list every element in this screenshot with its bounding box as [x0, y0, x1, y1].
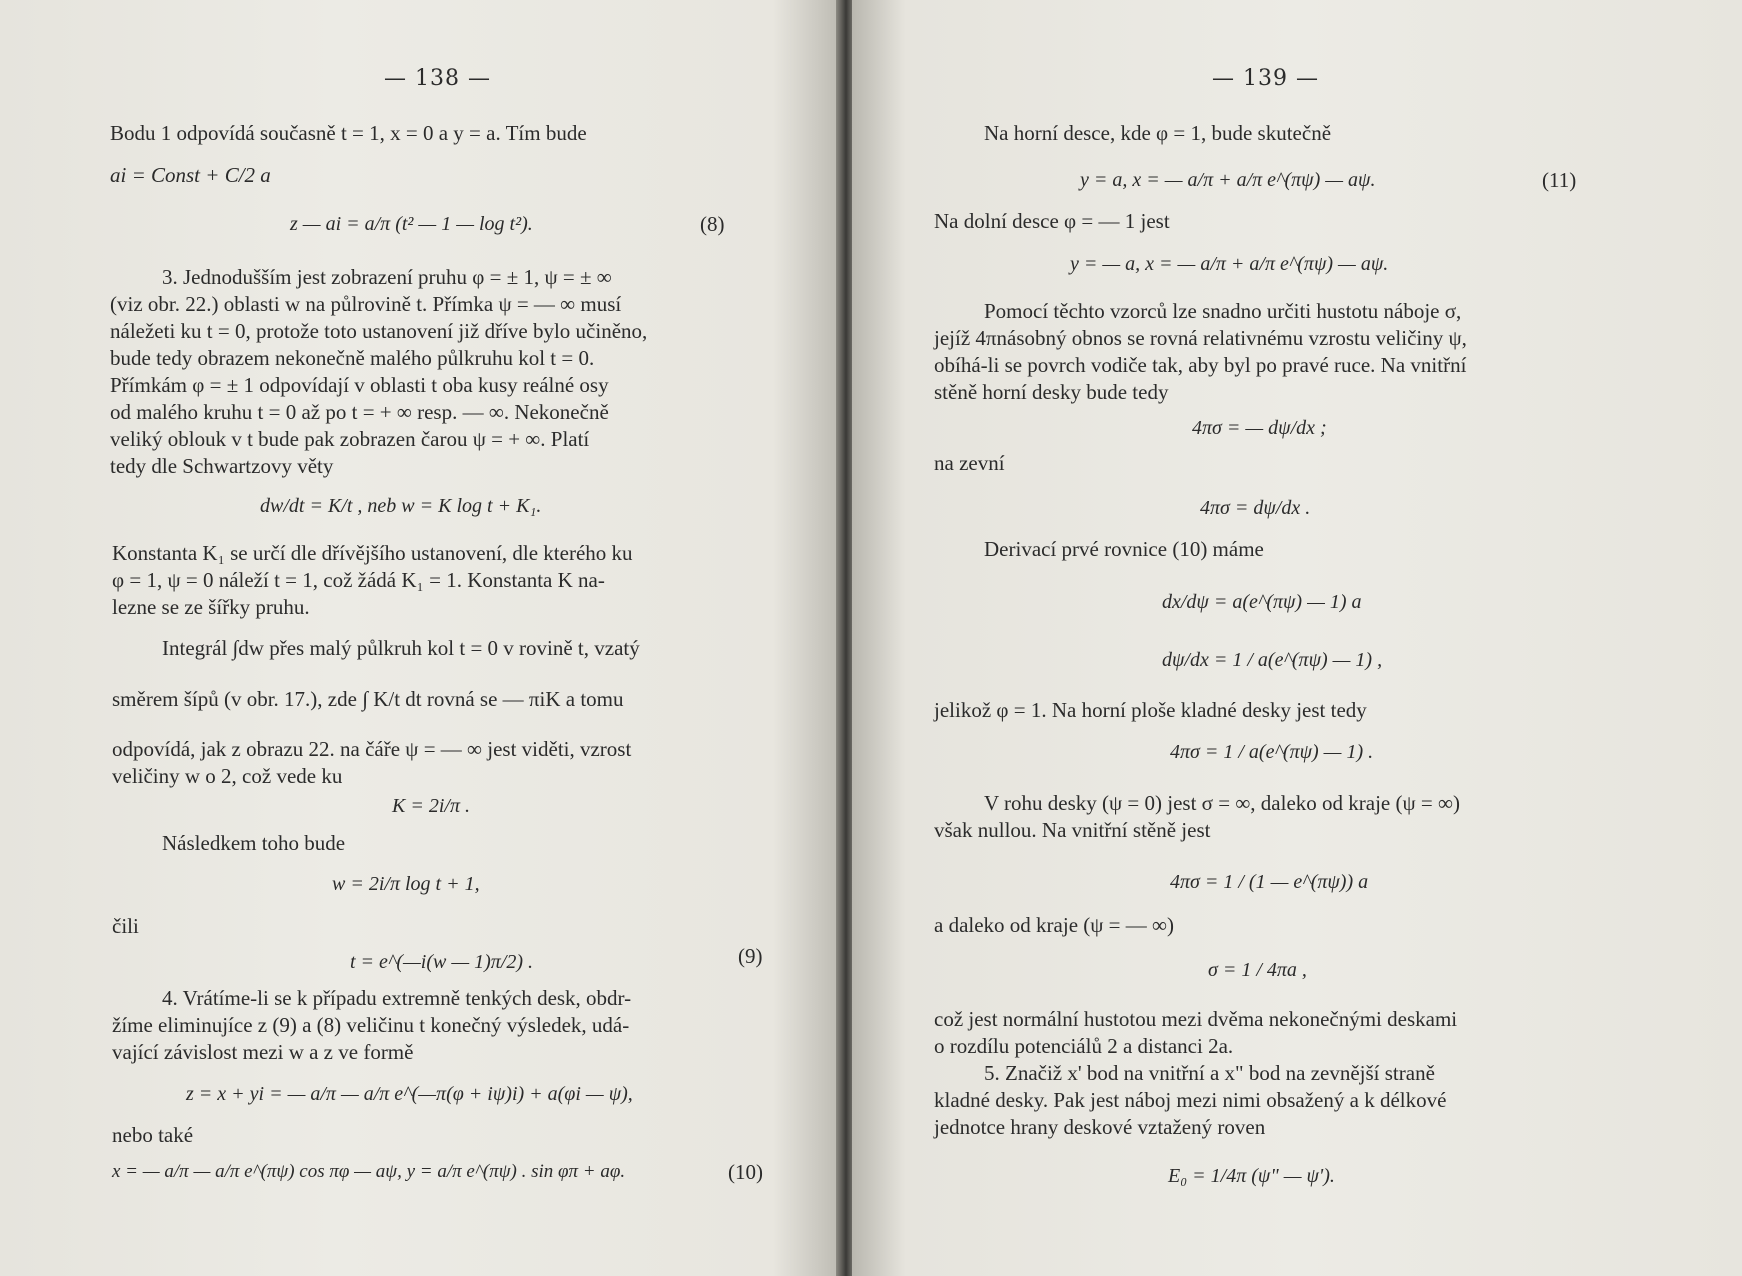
text-line: 3. Jednodušším jest zobrazení pruhu φ = ± 1, ψ = ± ∞ [162, 265, 612, 289]
K-equation: K = 2i/π . [392, 795, 470, 817]
text-line: φ = 1, ψ = 0 náleží t = 1, což žádá K₁ = 1. Konstanta K na- [112, 568, 605, 592]
text-line: ai = Const + C/2 a [110, 163, 271, 187]
page-number-right: — 139 — [1212, 66, 1319, 91]
text-line: o rozdílu potenciálů 2 a distanci 2a. [934, 1034, 1234, 1058]
derivative-equation-1: dx/dψ = a(e^(πψ) — 1) a [1162, 591, 1362, 613]
text-line: Derivací prvé rovnice (10) máme [984, 537, 1264, 561]
equation-tag-9: (9) [738, 944, 763, 968]
text-line: (viz obr. 22.) oblasti w na půlrovině t. Přímka ψ = — ∞ musí [110, 292, 622, 316]
equation-tag-8: (8) [700, 212, 725, 236]
derivative-equation-2: dψ/dx = 1 / a(e^(πψ) — 1) , [1162, 649, 1383, 671]
text-line: však nullou. Na vnitřní stěně jest [934, 818, 1211, 842]
right-page [852, 0, 1742, 1276]
text-line: vající závislost mezi w a z ve formě [112, 1040, 414, 1064]
z-equation: z = x + yi = — a/π — a/π e^(—π(φ + iψ)i) + a(φi — ψ), [186, 1083, 633, 1105]
plate-density-equation: 4πσ = 1 / a(e^(πψ) — 1) . [1170, 741, 1374, 763]
text-line: veliký oblouk v t bude pak zobrazen čarou ψ = + ∞. Platí [110, 427, 590, 451]
text-line: 5. Značiž x' bod na vnitřní a x" bod na zevnější straně [984, 1061, 1435, 1085]
inner-wall-equation: 4πσ = — dψ/dx ; [1192, 417, 1327, 439]
text-line: veličiny w o 2, což vede ku [112, 764, 343, 788]
text-line: od malého kruhu t = 0 až po t = + ∞ resp. — ∞. Nekonečně [110, 400, 609, 424]
text-line: na zevní [934, 451, 1005, 475]
text-line: náležeti ku t = 0, protože toto ustanovení již dříve bylo učiněno, [110, 319, 648, 343]
text-line: 4. Vrátíme-li se k případu extremně tenkých desk, obdr- [162, 986, 632, 1010]
w-equation: w = 2i/π log t + 1, [332, 873, 480, 895]
text-line: Následkem toho bude [162, 831, 346, 855]
equation-11: y = a, x = — a/π + a/π e^(πψ) — aψ. [1080, 169, 1376, 191]
text-line: tedy dle Schwartzovy věty [110, 454, 334, 478]
text-line: což jest normální hustotou mezi dvěma nekonečnými deskami [934, 1007, 1458, 1031]
text-line: Na horní desce, kde φ = 1, bude skutečně [984, 121, 1332, 145]
lower-plate-equation: y = — a, x = — a/π + a/π e^(πψ) — aψ. [1070, 253, 1389, 275]
text-line: jelikož φ = 1. Na horní ploše kladné desky jest tedy [934, 698, 1367, 722]
text-line: kladné desky. Pak jest náboj mezi nimi obsažený a k délkové [934, 1088, 1447, 1112]
text-line: jednotce hrany deskové vztažený roven [934, 1115, 1266, 1139]
text-line: Na dolní desce φ = — 1 jest [934, 209, 1170, 233]
text-line: obíhá-li se povrch vodiče tak, aby byl po pravé ruce. Na vnitřní [934, 353, 1467, 377]
page-number-left: — 138 — [384, 66, 491, 91]
equation-tag-10: (10) [728, 1160, 763, 1184]
text-line: a daleko od kraje (ψ = — ∞) [934, 913, 1174, 937]
text-line: odpovídá, jak z obrazu 22. na čáře ψ = — ∞ jest viděti, vzrost [112, 737, 632, 761]
equation-8: z — ai = a/π (t² — 1 — log t²). [290, 213, 533, 235]
text-line: Bodu 1 odpovídá současně t = 1, x = 0 a y = a. Tím bude [110, 121, 587, 145]
inner-density-equation: 4πσ = 1 / (1 — e^(πψ)) a [1170, 871, 1369, 893]
schwarz-equation: dw/dt = K/t , neb w = K log t + K₁. [260, 495, 542, 517]
charge-equation: E₀ = 1/4π (ψ" — ψ'). [1168, 1165, 1335, 1187]
far-density-equation: σ = 1 / 4πa , [1208, 959, 1307, 981]
text-line: stěně horní desky bude tedy [934, 380, 1169, 404]
text-line: směrem šípů (v obr. 17.), zde ∫ K/t dt rovná se — πiK a tomu [112, 687, 624, 711]
outer-wall-equation: 4πσ = dψ/dx . [1200, 497, 1311, 519]
text-line: čili [112, 914, 139, 938]
equation-tag-11: (11) [1542, 168, 1577, 192]
text-line: jejíž 4πnásobný obnos se rovná relativnému vzrostu veličiny ψ, [934, 326, 1467, 350]
equation-10: x = — a/π — a/π e^(πψ) cos πφ — aψ, y = a/π e^(πψ) . sin φπ + aφ. [112, 1161, 626, 1182]
text-line: Konstanta K₁ se určí dle dřívějšího ustanovení, dle kterého ku [112, 541, 633, 565]
text-line: Pomocí těchto vzorců lze snadno určiti hustotu náboje σ, [984, 299, 1462, 323]
text-line: Integrál ∫dw přes malý půlkruh kol t = 0 v rovině t, vzatý [162, 636, 640, 660]
text-line: nebo také [112, 1123, 194, 1147]
text-line: V rohu desky (ψ = 0) jest σ = ∞, daleko od kraje (ψ = ∞) [984, 791, 1460, 815]
text-line: bude tedy obrazem nekonečně malého půlkruhu kol t = 0. [110, 346, 595, 370]
equation-9: t = e^(—i(w — 1)π/2) . [350, 951, 534, 973]
left-page [0, 0, 840, 1276]
text-line: Přímkám φ = ± 1 odpovídají v oblasti t oba kusy reálné osy [110, 373, 609, 397]
text-line: žíme eliminujíce z (9) a (8) veličinu t konečný výsledek, udá- [112, 1013, 630, 1037]
text-line: lezne se ze šířky pruhu. [112, 595, 310, 619]
